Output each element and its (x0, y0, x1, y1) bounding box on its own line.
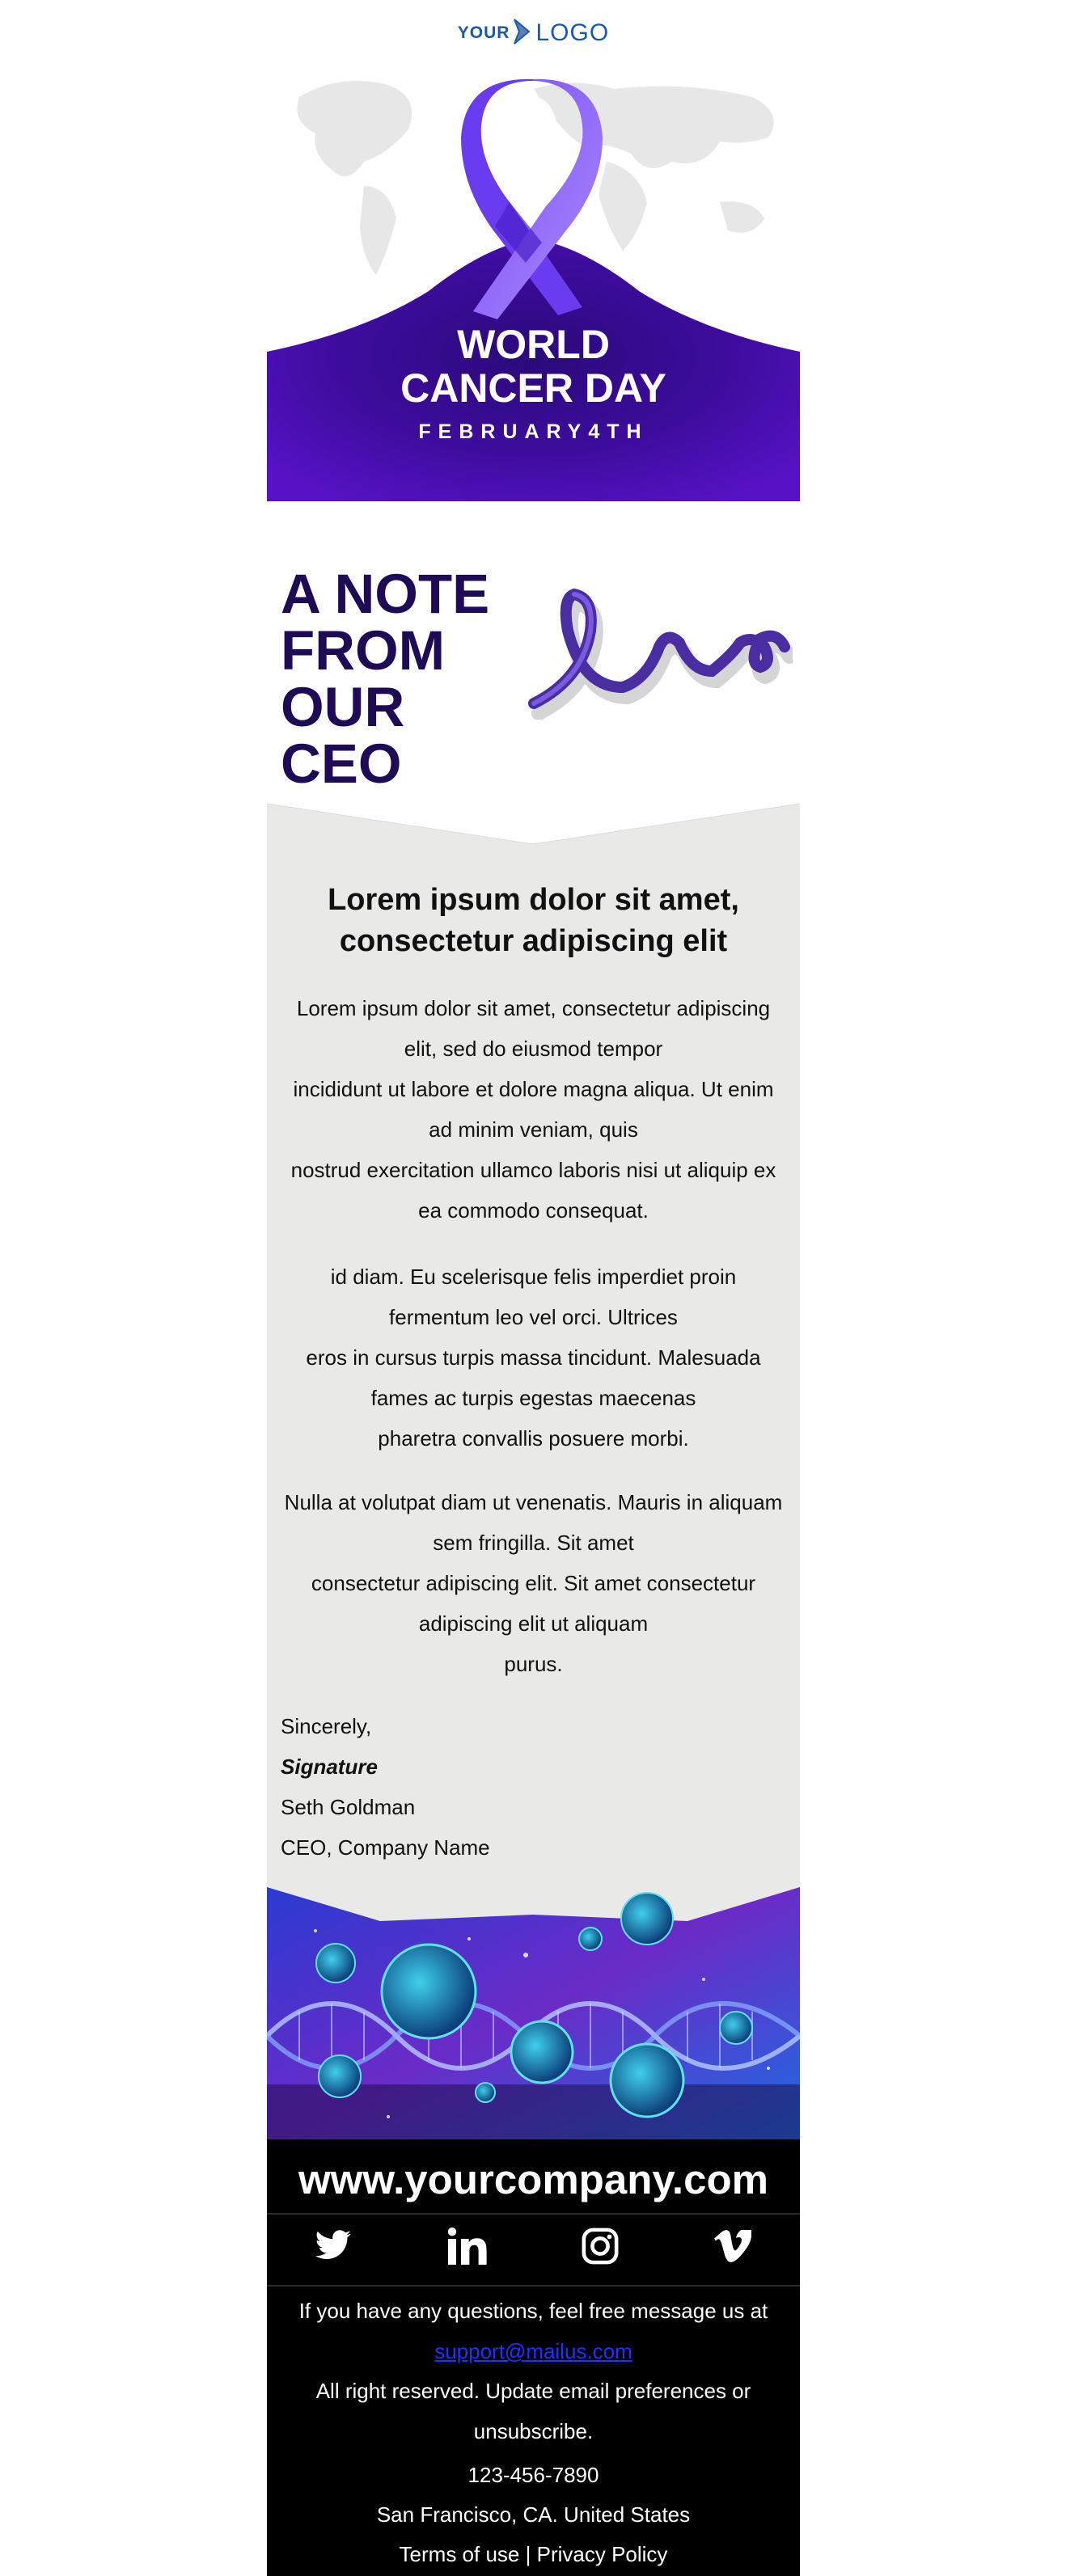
legal-links (283, 2534, 784, 2574)
instagram-icon[interactable] (576, 2222, 624, 2270)
paragraph-line: incididunt ut labore et dolore magna aliqua. Ut enim ad minim veniam, quis (293, 1077, 774, 1142)
contact-info (283, 2291, 784, 2371)
logo-word-text: LOGO (535, 19, 610, 46)
phone-text: 123-456-7890 (467, 2463, 599, 2487)
note-title-line: A NOTE (281, 563, 490, 625)
rights-text[interactable]: All right reserved. Update email preferences or unsubscribe. (315, 2379, 751, 2443)
paragraph-line: id diam. Eu scelerisque felis imperdiet proin fermentum leo vel orci. Ultrices (330, 1265, 737, 1329)
hero-title-line2: CANCER DAY (400, 365, 666, 411)
paragraph-line: consectetur adipiscing elit. Sit amet consectetur adipiscing elit ut aliquam (311, 1571, 756, 1636)
logo[interactable] (267, 18, 800, 49)
privacy-link[interactable]: Privacy Policy (536, 2542, 668, 2566)
linkedin-icon[interactable] (443, 2222, 492, 2270)
footer-divider (267, 2285, 800, 2287)
hero-date: FEBRUARY4TH (418, 420, 649, 443)
logo-chevron-icon (513, 18, 532, 49)
terms-link[interactable]: Terms of use (399, 2542, 520, 2566)
legal-separator: | (525, 2542, 531, 2566)
hero-banner (267, 65, 800, 501)
paragraph-line: Nulla at volutpat diam ut venenatis. Mauris in aliquam sem fringilla. Sit amet (284, 1490, 783, 1555)
letter-paragraph (283, 988, 784, 1231)
body-top-chevron (267, 799, 800, 847)
note-title-line: FROM (281, 619, 446, 682)
hero-title-line1: WORLD (457, 322, 610, 367)
ceo-role: CEO, Company Name (281, 1835, 490, 1860)
ceo-name: Seth Goldman (281, 1795, 416, 1819)
paragraph-line: nostrud exercitation ullamco laboris nisi ut aliquip ex ea commodo consequat. (290, 1158, 776, 1223)
twitter-icon[interactable] (309, 2222, 357, 2270)
vimeo-icon[interactable] (709, 2222, 757, 2270)
note-title-line: OUR (281, 676, 405, 738)
address-text: San Francisco, CA. United States (376, 2502, 691, 2527)
footer-divider (267, 2213, 800, 2215)
letter-paragraph (283, 1482, 784, 1684)
website-link[interactable]: www.yourcompany.com (298, 2156, 768, 2202)
ribbon-illustration (518, 566, 793, 724)
paragraph-line: pharetra convallis posuere morbi. (378, 1426, 689, 1451)
paragraph-line: purus. (504, 1652, 563, 1676)
question-text: If you have any questions, feel free message us at (298, 2299, 768, 2323)
letter-headline: Lorem ipsum dolor sit amet, consectetur adipiscing elit (328, 883, 739, 958)
closing-text: Sincerely, (281, 1714, 372, 1738)
logo-your-text: YOUR (457, 23, 510, 42)
note-title (281, 563, 523, 795)
paragraph-line: Lorem ipsum dolor sit amet, consectetur adipiscing elit, sed do eiusmod tempor (296, 996, 771, 1061)
virus-dna-banner (267, 1882, 800, 2139)
support-email-link[interactable]: support@mailus.com (434, 2339, 632, 2363)
signature-text: Signature (281, 1755, 378, 1779)
paragraph-line: eros in cursus turpis massa tincidunt. Malesuada fames ac turpis egestas maecenas (306, 1345, 761, 1410)
letter-paragraph (283, 1256, 784, 1459)
note-title-line: CEO (281, 733, 402, 795)
